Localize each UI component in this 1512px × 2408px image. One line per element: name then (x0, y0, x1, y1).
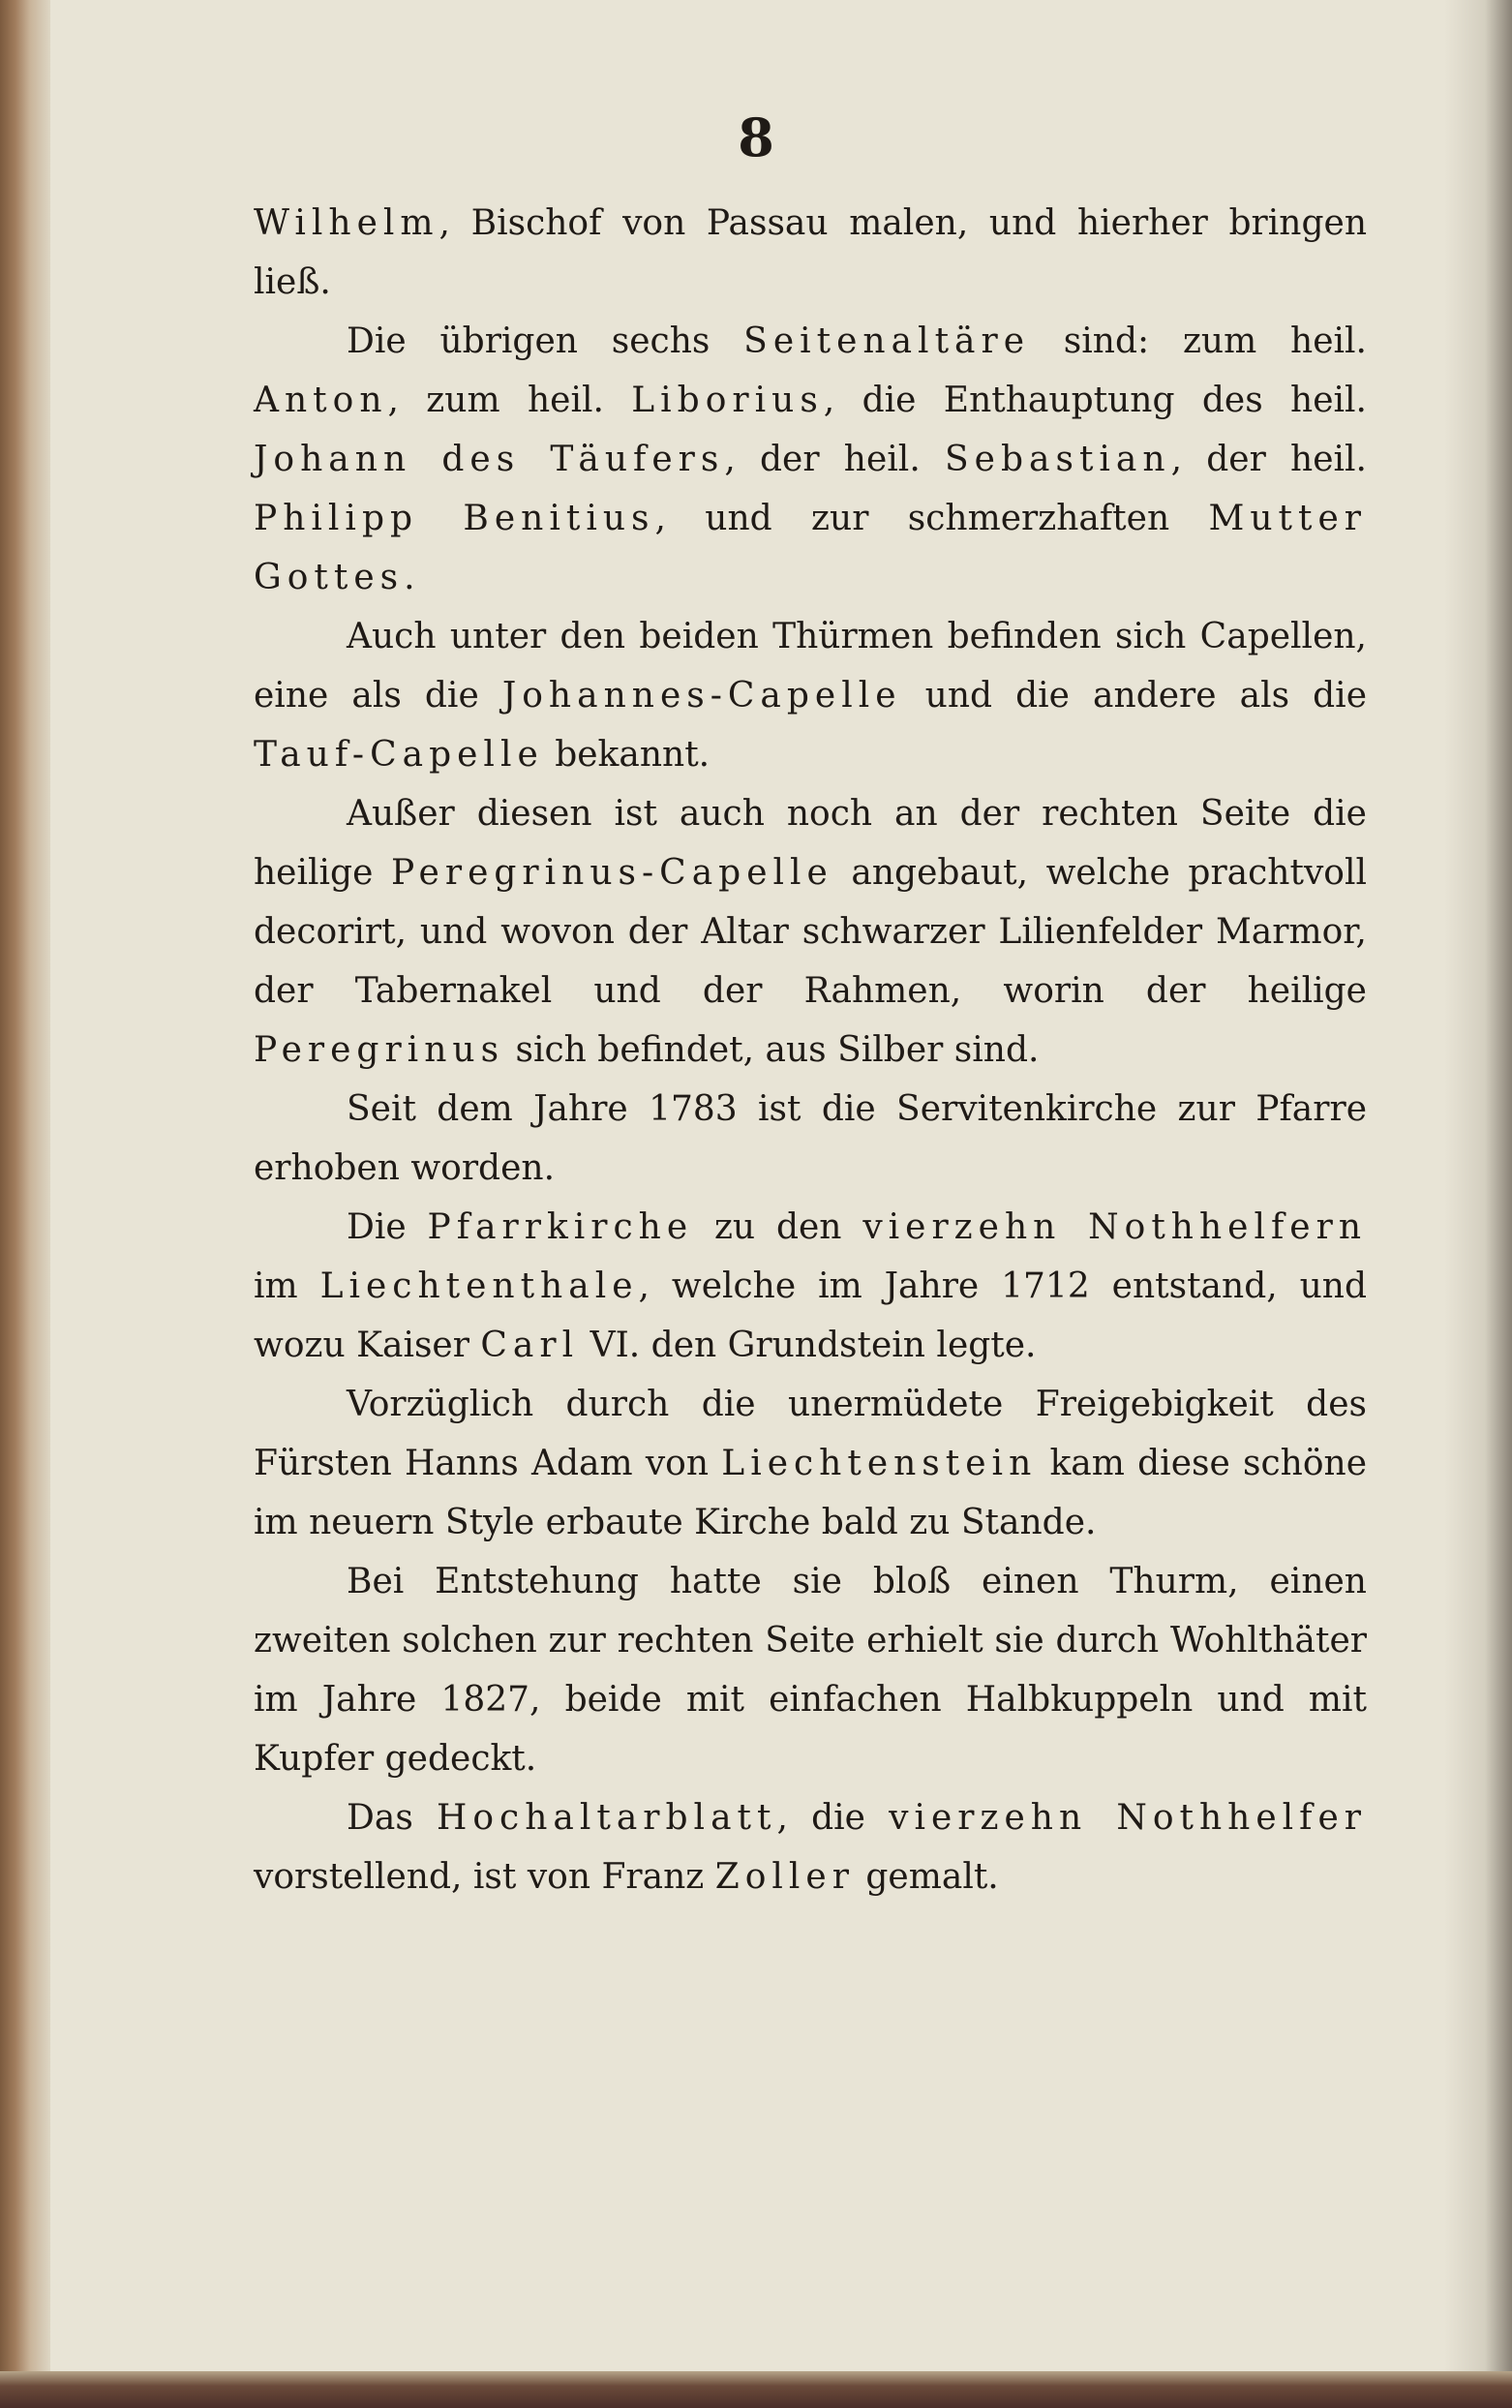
text-run: , die Enthauptung des heil. (823, 381, 1367, 420)
emphasized-text: Mutter Gottes (254, 499, 1367, 597)
body-text (254, 194, 1367, 1906)
text-run: , der heil. (724, 440, 945, 479)
text-run: im (254, 1266, 320, 1306)
paragraph (254, 1788, 1367, 1906)
page-number: 8 (738, 107, 774, 168)
emphasized-text: Peregrinus-Capelle (390, 853, 833, 893)
text-run: VI. den Grundstein legte. (579, 1326, 1037, 1365)
text-run: sich befindet, aus Silber sind. (504, 1030, 1040, 1070)
paragraph (254, 1375, 1367, 1552)
text-run: angebaut, welche prachtvoll decorirt, und wovon der Altar schwarzer Lilienfelder Marmor, der Tabernakel und der Rahmen, worin der heilige (254, 853, 1367, 1011)
paragraph (254, 607, 1367, 784)
paragraph (254, 1552, 1367, 1788)
text-run: gemalt. (854, 1857, 999, 1897)
text-run: , die (776, 1798, 890, 1838)
paragraph (254, 1080, 1367, 1198)
emphasized-text: Sebastian (945, 440, 1171, 479)
text-run: Vorzüglich durch die unermüdete Freigebigkeit des Fürsten Hanns Adam von (254, 1385, 1367, 1483)
emphasized-text: Liechtenthale (319, 1266, 639, 1306)
emphasized-text: Liechtenstein (721, 1444, 1038, 1483)
text-run: Die (347, 1207, 428, 1247)
emphasized-text: Anton (254, 381, 388, 420)
text-run: Bei Entstehung hatte sie bloß einen Thurm, einen zweiten solchen zur rechten Seite erhielt sie durch Wohlthäter im Jahre 1827, beide mit einfachen Halbkuppeln und mit Kupfer gedeckt. (254, 1562, 1367, 1779)
emphasized-text: Wilhelm (254, 203, 439, 243)
emphasized-text: Seitenaltäre (743, 321, 1031, 361)
emphasized-text: Peregrinus (254, 1030, 505, 1070)
text-run: . (404, 558, 415, 597)
text-run: kam diese schöne im neuern Style erbaute Kirche bald zu Stande. (254, 1444, 1368, 1542)
text-run: , und zur schmerzhaften (654, 499, 1209, 538)
text-run: und die andere als die (901, 676, 1367, 716)
paragraph (254, 312, 1367, 607)
binding-gutter (0, 0, 50, 2408)
emphasized-text: Pfarrkirche (427, 1207, 694, 1247)
emphasized-text: Liborius (631, 381, 824, 420)
text-run: zu den (693, 1207, 863, 1247)
paragraph (254, 784, 1367, 1080)
text-run: sind: zum heil. (1030, 321, 1367, 361)
text-run: bekannt. (543, 735, 711, 775)
text-run: Die übrigen sechs (347, 321, 744, 361)
text-run: , der heil. (1170, 440, 1367, 479)
text-run: , Bischof von Passau malen, und hierher bringen ließ. (254, 203, 1367, 302)
paragraph (254, 1198, 1367, 1375)
emphasized-text: Philipp Benitius (254, 499, 655, 538)
text-run: Auch unter den beiden Thürmen befinden sich Capellen, eine als die (254, 617, 1367, 716)
paragraph (254, 194, 1367, 312)
text-run: Das (347, 1798, 437, 1838)
emphasized-text: Johannes-Capelle (501, 676, 902, 716)
text-run: , welche im Jahre 1712 entstand, und wozu Kaiser (254, 1266, 1368, 1365)
text-run: Seit dem Jahre 1783 ist die Servitenkirche zur Pfarre erhoben worden. (254, 1089, 1367, 1188)
text-run: vorstellend, ist von Franz (254, 1857, 715, 1897)
emphasized-text: vierzehn Nothhelfer (889, 1798, 1367, 1838)
emphasized-text: Johann des Täufers (254, 440, 725, 479)
text-run: Außer diesen ist auch noch an der rechten Seite die heilige (254, 794, 1367, 893)
emphasized-text: vierzehn Nothhelfern (862, 1207, 1367, 1247)
emphasized-text: Hochaltarblatt (436, 1798, 777, 1838)
emphasized-text: Carl (480, 1326, 580, 1365)
page-edge-shadow (1444, 0, 1512, 2408)
text-run: , zum heil. (387, 381, 632, 420)
emphasized-text: Tauf-Capelle (254, 735, 544, 775)
emphasized-text: Zoller (714, 1857, 855, 1897)
cover-edge (0, 2371, 1512, 2408)
